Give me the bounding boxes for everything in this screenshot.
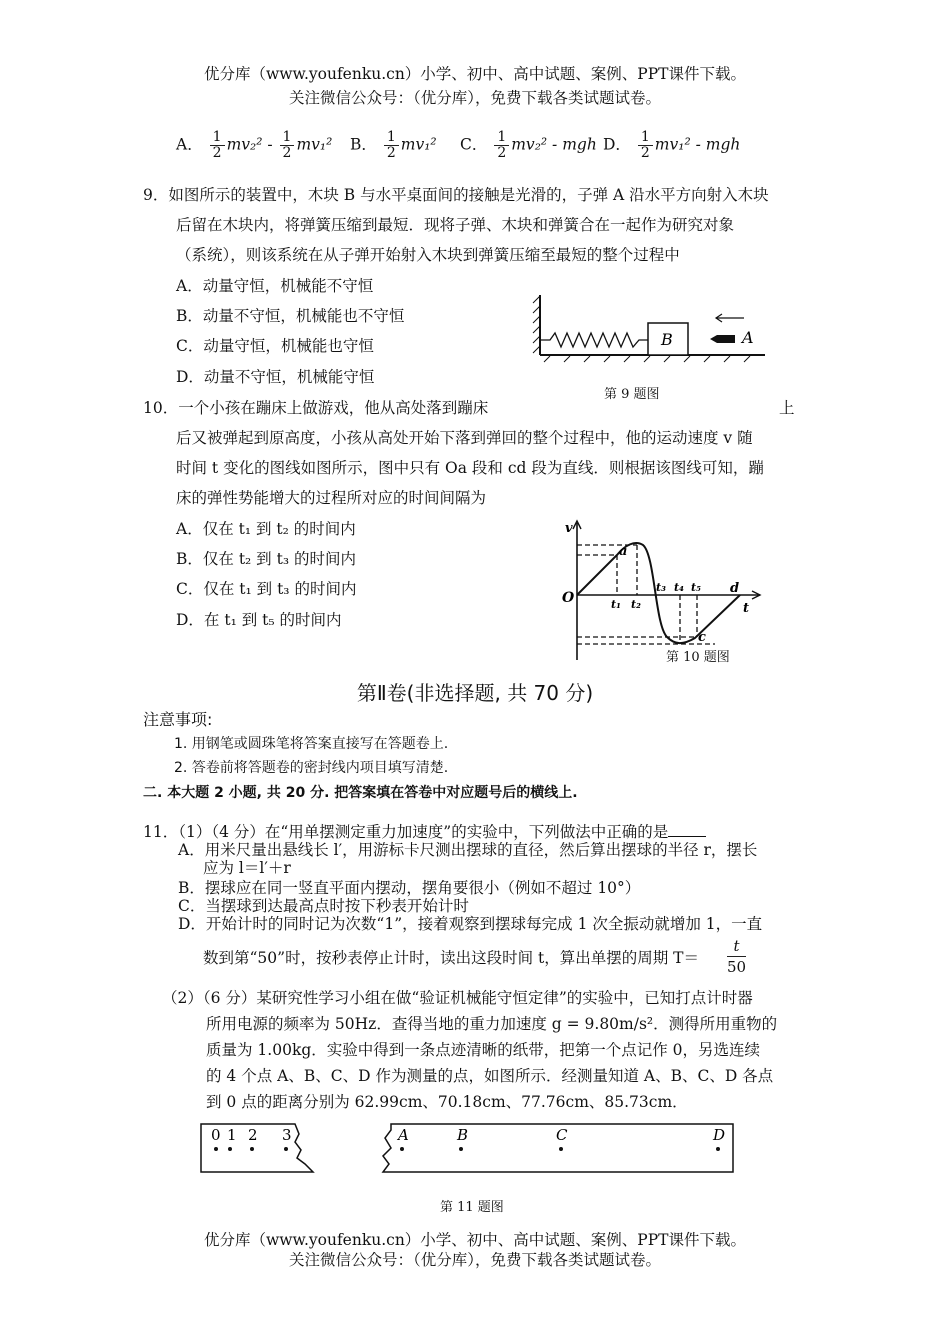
tape-dot-a <box>400 1147 404 1151</box>
tape-label-c: C <box>556 1126 568 1144</box>
tape-dot-1 <box>228 1147 232 1151</box>
q10-line-1: 10．一个小孩在蹦床上做游戏，他从高处落到蹦床 <box>143 399 489 417</box>
tape-dot-d <box>716 1147 720 1151</box>
tape-label-3: 3 <box>282 1126 292 1144</box>
q10-option-c: C．仅在 t₁ 到 t₃ 的时间内 <box>176 580 357 598</box>
q9-option-a: A．动量守恒，机械能不守恒 <box>176 277 374 295</box>
tape-label-1: 1 <box>227 1126 237 1144</box>
q11-option-d-1: D．开始计时的同时记为次数“1”，接着观察到摆球每完成 1 次全振动就增加 1，一直 <box>178 915 763 933</box>
header-line-2: 关注微信公众号：（优分库），免费下载各类试题试卷。 <box>288 89 661 107</box>
tape-label-0: 0 <box>211 1126 221 1144</box>
tape-dot-b <box>459 1147 463 1151</box>
tape-label-a: A <box>398 1126 409 1144</box>
q11-caption: 第 11 题图 <box>440 1200 504 1215</box>
answer-blank <box>668 822 706 837</box>
q11-part2-line-4: 的 4 个点 A、B、C、D 作为测量的点，如图所示．经测量知道 A、B、C、D 各点 <box>206 1067 774 1085</box>
q11-part2-line-3: 质量为 1.00kg．实验中得到一条点迹清晰的纸带，把第一个点记作 0，另选连续 <box>206 1041 761 1059</box>
q11-option-d-2: 数到第“50”时，按秒表停止计时，读出这段时间 t，算出单摆的周期 T＝ <box>203 949 699 967</box>
period-fraction: t 50 <box>727 937 747 976</box>
q11-option-c: C．当摆球到达最高点时按下秒表开始计时 <box>178 897 469 915</box>
q8-option-d: D． $\frac{1}{2}$ mv₁² - mgh <box>603 129 741 161</box>
q10-option-a: A．仅在 t₁ 到 t₂ 的时间内 <box>176 520 356 538</box>
tick-t1: t₁ <box>611 598 621 611</box>
tape-dot-2 <box>250 1147 254 1151</box>
axis-t-label: t <box>743 601 750 616</box>
q9-figure <box>530 285 770 367</box>
q9-option-b: B．动量不守恒，机械能也不守恒 <box>176 307 405 325</box>
axis-v-label: v <box>565 521 573 536</box>
q9-line-3: （系统），则该系统在从子弹开始射入木块到弹簧压缩至最短的整个过程中 <box>176 246 680 264</box>
point-d-label: d <box>730 581 740 596</box>
section-heading: 二. 本大题 2 小题, 共 20 分. 把答案填在答卷中对应题号后的横线上. <box>143 785 578 801</box>
notice-title: 注意事项: <box>143 710 213 729</box>
footer-line-2: 关注微信公众号：（优分库），免费下载各类试题试卷。 <box>288 1251 661 1269</box>
q8-option-a: A． $\frac{1}{2}$ mv₂² - $\frac{1}{2}$ mv₁² <box>176 129 333 161</box>
bullet-label: A <box>742 328 754 347</box>
header-line-1: 优分库（www.youfenku.cn）小学、初中、高中试题、案例、PPT课件下载。 <box>203 65 747 83</box>
q9-option-d: D．动量不守恒，机械能守恒 <box>176 368 375 386</box>
point-c-label: c <box>698 630 706 645</box>
spring <box>540 333 648 347</box>
block-label: B <box>661 330 673 349</box>
q8-option-b: B． $\frac{1}{2}$ mv₁² <box>350 129 437 161</box>
q9-option-c: C．动量守恒，机械能也守恒 <box>176 337 374 355</box>
q9-line-1: 9．如图所示的装置中，木块 B 与水平桌面间的接触是光滑的，子弹 A 沿水平方向射入木块 <box>143 186 769 204</box>
q11-option-b: B．摆球应在同一竖直平面内摆动，摆角要很小（例如不超过 10°） <box>178 879 641 897</box>
q10-line-4: 床的弹性势能增大的过程所对应的时间间隔为 <box>176 489 487 507</box>
bullet-a <box>710 335 735 343</box>
point-a-label: a <box>619 544 628 559</box>
q11-part2-line-2: 所用电源的频率为 50Hz．查得当地的重力加速度 g = 9.80m/s²．测得所用重物的 <box>206 1015 778 1033</box>
q10-option-d: D．在 t₁ 到 t₅ 的时间内 <box>176 611 342 629</box>
tick-t4: t₄ <box>674 581 684 594</box>
origin-label: O <box>562 590 575 606</box>
part2-title: 第Ⅱ卷(非选择题, 共 70 分) <box>356 681 594 705</box>
tape-dot-0 <box>214 1147 218 1151</box>
tape-dot-c <box>559 1147 563 1151</box>
q10-graph <box>555 515 765 665</box>
tick-t3: t₃ <box>656 581 666 594</box>
tape-label-2: 2 <box>248 1126 258 1144</box>
tape-label-b: B <box>457 1126 469 1144</box>
q9-line-2: 后留在木块内，将弹簧压缩到最短．现将子弹、木块和弹簧合在一起作为研究对象 <box>176 216 735 234</box>
q11-part2-line-1: （2）（6 分）某研究性学习小组在做“验证机械能守恒定律”的实验中，已知打点计时器 <box>162 989 753 1007</box>
q11-intro: 11．（1）（4 分）在“用单摆测定重力加速度”的实验中，下列做法中正确的是 <box>143 820 706 842</box>
q8-option-c: C． $\frac{1}{2}$ mv₂² - mgh <box>460 129 597 161</box>
q10-line-3: 时间 t 变化的图线如图所示，图中只有 Oa 段和 cd 段为直线．则根据该图线可知，蹦 <box>176 459 764 477</box>
tick-t2: t₂ <box>631 598 641 611</box>
tape-label-d: D <box>713 1126 726 1144</box>
tick-t5: t₅ <box>691 581 701 594</box>
q10-caption: 第 10 题图 <box>666 650 730 665</box>
q10-line-1-end: 上 <box>779 399 795 417</box>
q11-option-a-1: A．用米尺量出悬线长 l′，用游标卡尺测出摆球的直径，然后算出摆球的半径 r，摆长 <box>178 841 758 859</box>
q9-caption: 第 9 题图 <box>604 387 660 402</box>
notice-2: 2. 答卷前将答题卷的密封线内项目填写清楚. <box>174 760 449 776</box>
q10-option-b: B．仅在 t₂ 到 t₃ 的时间内 <box>176 550 356 568</box>
q10-line-2: 后又被弹起到原高度，小孩从高处开始下落到弹回的整个过程中，他的运动速度 v 随 <box>176 429 753 447</box>
footer-line-1: 优分库（www.youfenku.cn）小学、初中、高中试题、案例、PPT课件下载。 <box>203 1231 747 1249</box>
q11-part2-line-5: 到 0 点的距离分别为 62.99cm、70.18cm、77.76cm、85.73cm． <box>206 1093 688 1111</box>
q11-tape-figure <box>195 1120 740 1178</box>
q11-option-a-2: 应为 l＝l′＋r <box>203 859 291 877</box>
notice-1: 1. 用钢笔或圆珠笔将答案直接写在答题卷上. <box>174 736 449 752</box>
tape-dot-3 <box>284 1147 288 1151</box>
